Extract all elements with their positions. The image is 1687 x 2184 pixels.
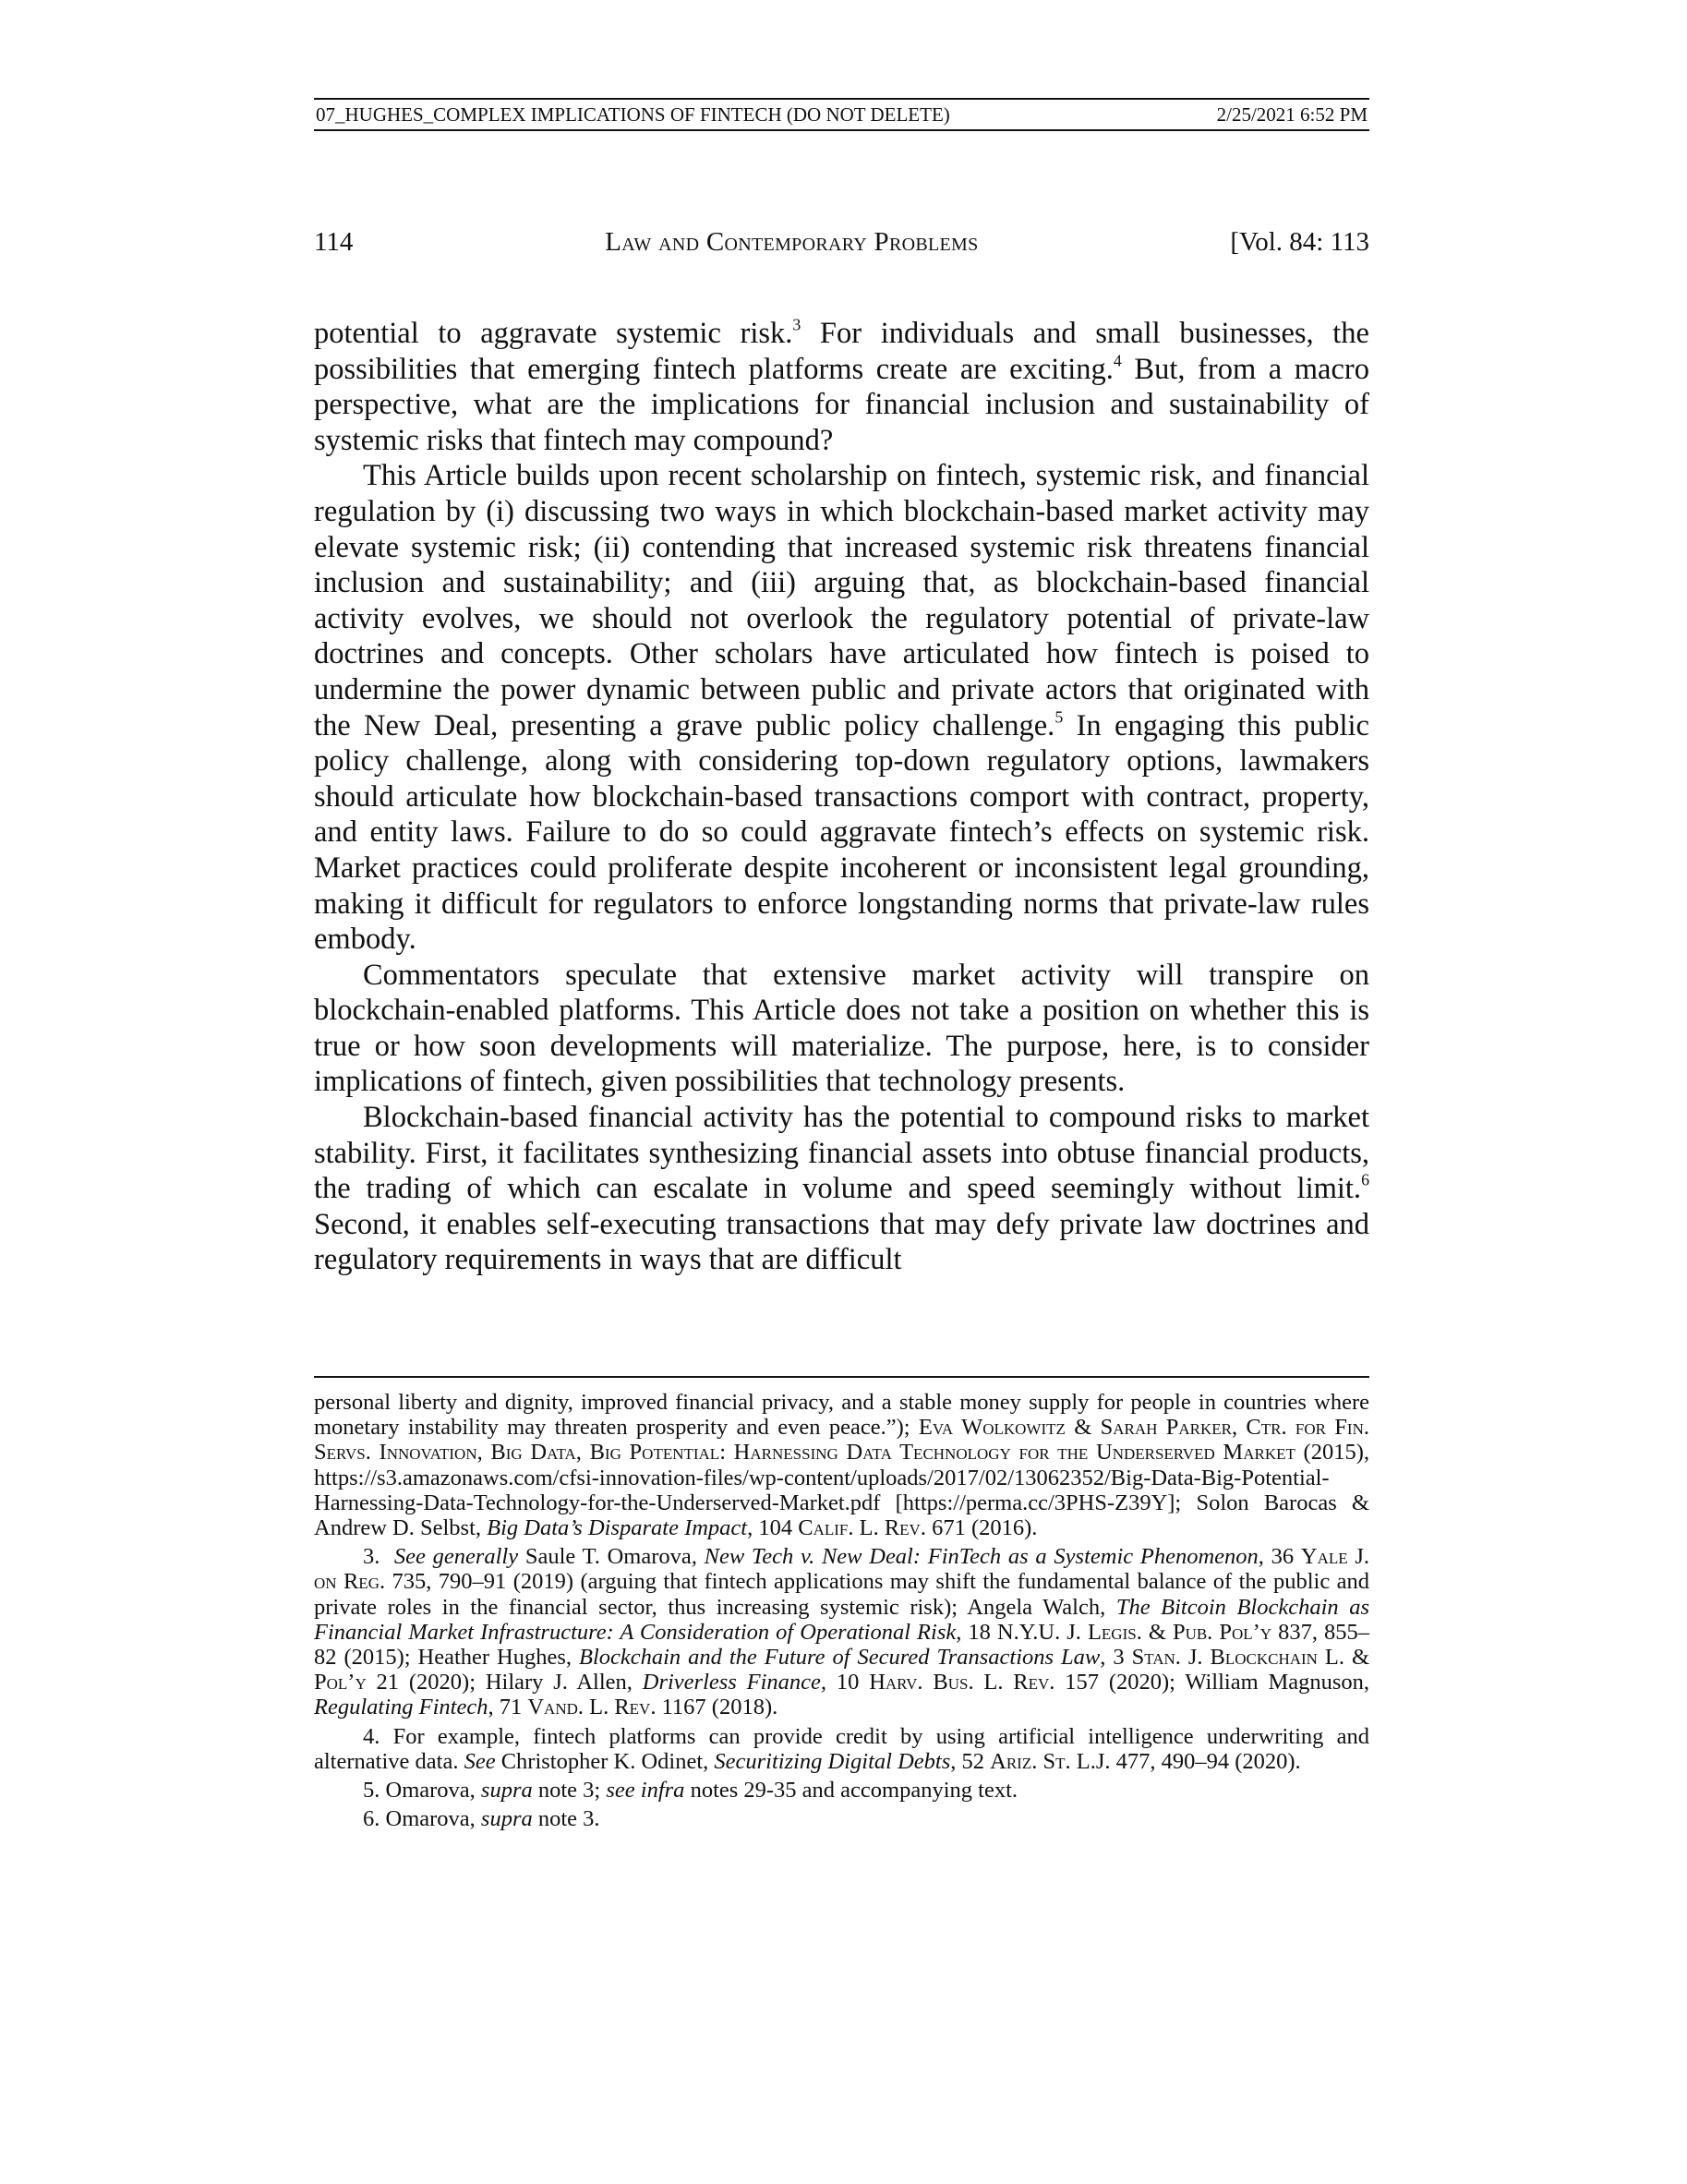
footnote-3: 3. See generally Saule T. Omarova, New Tech v. New Deal: FinTech as a Systemic Phenomenon, 36 Yale J. on Reg. 735, 790–91 (2019) (arguing that fintech applications may shift the fundamental balance of the public and private roles in the financial sector, thus increasing systemic risk); Angela Walch, The Bitcoin Blockchain as Financial Market Infrastructure: A Consideration of Operational Risk, 18 N.Y.U. J. Legis. & Pub. Pol’y 837, 855–82 (2015); Heather Hughes, Blockchain and the Future of Secured Transactions Law, 3 Stan. J. Blockchain L. & Pol’y 21 (2020); Hilary J. Allen, Driverless Finance, 10 Harv. Bus. L. Rev. 157 (2020); William Magnuson, Regulating Fintech, 71 Vand. L. Rev. 1167 (2018).	[314, 1544, 1370, 1720]
page-number: 114	[314, 227, 354, 257]
footnote-ref: 6	[1361, 1170, 1369, 1189]
paragraph: potential to aggravate systemic risk.$^3$ For individuals and small businesses, the possibilities that emerging fintech platforms create are exciting.$^4$ But, from a macro perspective, what are the implications for financial inclusion and sustainability of systemic risks that fintech may compound?	[314, 315, 1369, 457]
footnote-continued: personal liberty and dignity, improved financial privacy, and a stable money supply for people in countries where monetary instability may threaten prosperity and even peace.”); Eva Wolkowitz & Sarah Parker, Ctr. for Fin. Servs. Innovation, Big Data, Big Potential: Harnessing Data Technology for the Underserved Market (2015), https://s3.amazonaws.com/cfsi-innovation-files/wp-content/uploads/2017/02/13062352/Big-Data-Big-Potential-Harnessing-Data-Technology-for-the-Underserved-Market.pdf [https://perma.cc/3PHS-Z39Y]; Solon Barocas & Andrew D. Selbst, Big Data’s Disparate Impact, 104 Calif. L. Rev. 671 (2016).	[314, 1390, 1369, 1541]
footnote-number: 6.	[363, 1806, 380, 1832]
footnote-ref: 4	[1113, 351, 1122, 370]
footnote-5: 5. Omarova, supra note 3; see infra notes 29-35 and accompanying text.	[363, 1778, 1018, 1804]
body-text	[314, 316, 1369, 1278]
footnote-number: 5.	[363, 1778, 380, 1804]
footnote-number: 4.	[363, 1723, 380, 1749]
paragraph: This Article builds upon recent scholarship on fintech, systemic risk, and financial regulation by (i) discussing two ways in which blockchain-based market activity may elevate systemic risk; (ii) contending that increased systemic risk threatens financial inclusion and sustainability; and (iii) arguing that, as blockchain-based financial activity evolves, we should not overlook the regulatory potential of private-law doctrines and concepts. Other scholars have articulated how fintech is poised to undermine the power dynamic between public and private actors that originated with the New Deal, presenting a grave public policy challenge.$^5$ In engaging this public policy challenge, along with considering top-down regulatory options, lawmakers should articulate how blockchain-based transactions comport with contract, property, and entity laws. Failure to do so could aggravate fintech’s effects on systemic risk. Market practices could proliferate despite incoherent or inconsistent legal grounding, making it difficult for regulators to enforce longstanding norms that private-law rules embody.	[314, 459, 1369, 957]
footnote-ref: 5	[1054, 707, 1064, 727]
footnote-divider	[314, 1376, 1369, 1378]
paragraph: Blockchain-based financial activity has the potential to compound risks to market stability. First, it facilitates synthesizing financial assets into obtuse financial products, the trading of which can escalate in volume and speed seemingly without limit.$^6$ Second, it enables self-executing transactions that may defy private law doctrines and regulatory requirements in ways that are difficult	[314, 1101, 1369, 1277]
footnotes	[314, 1390, 1369, 1835]
paragraph: Commentators speculate that extensive market activity will transpire on blockchain-enabled platforms. This Article does not take a position on whether this is true or how soon developments will materialize. The purpose, here, is to consider implications of fintech, given possibilities that technology presents.	[314, 958, 1369, 1099]
draft-header-file-label: 07_HUGHES_COMPLEX IMPLICATIONS OF FINTECH (DO NOT DELETE)	[316, 103, 950, 126]
footnote-4: 4. For example, fintech platforms can provide credit by using artificial intelligence underwriting and alternative data. See Christopher K. Odinet, Securitizing Digital Debts, 52 Ariz. St. L.J. 477, 490–94 (2020).	[314, 1723, 1369, 1774]
draft-header	[314, 98, 1369, 131]
footnote-ref: 3	[792, 315, 801, 334]
footnote-number: 3.	[363, 1544, 380, 1570]
volume-label: [Vol. 84: 113	[1230, 227, 1369, 257]
draft-header-timestamp: 2/25/2021 6:52 PM	[1216, 103, 1368, 126]
footnote-6: 6. Omarova, supra note 3.	[363, 1806, 600, 1832]
running-head	[314, 225, 1369, 259]
journal-title: Law and Contemporary Problems	[605, 227, 979, 257]
